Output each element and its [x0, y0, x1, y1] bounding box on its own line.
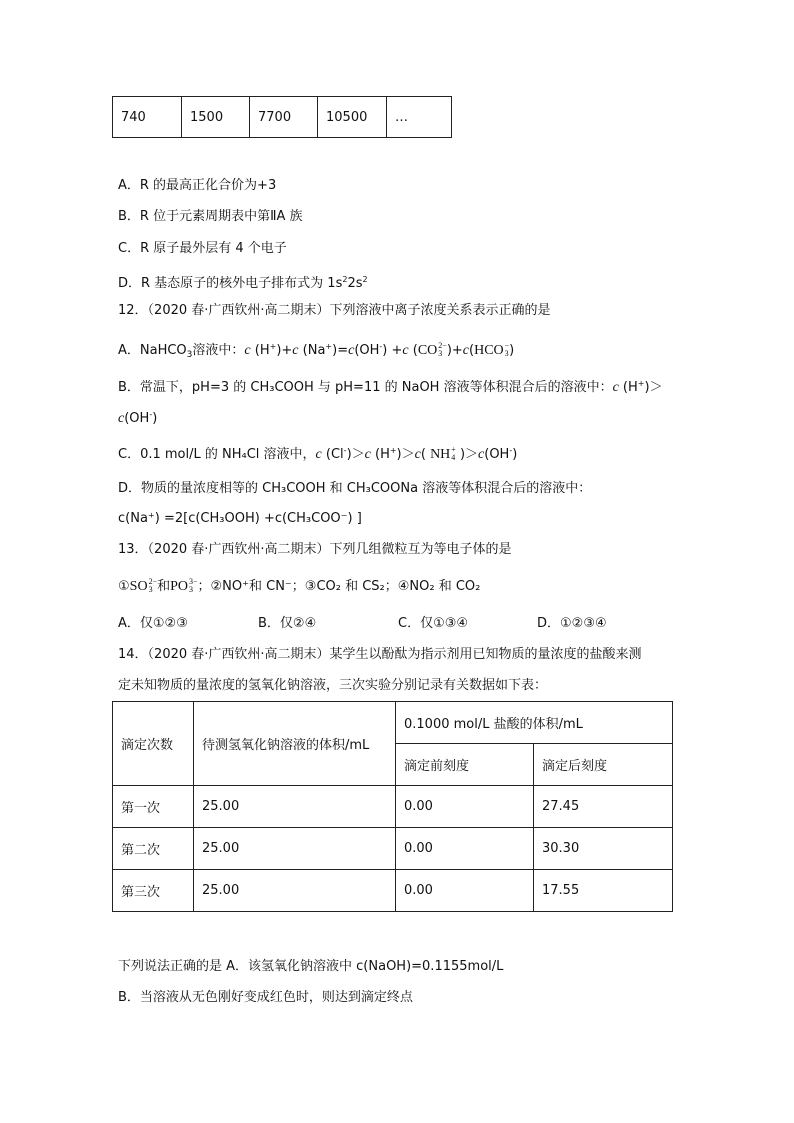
- row-before: 0.00: [396, 786, 534, 828]
- table-cell: 1500: [182, 97, 250, 138]
- row-after: 17.55: [534, 870, 673, 912]
- q14-stem-line1: 14．（2020 春·广西钦州·高二期末）某学生以酚酞为指示剂用已知物质的量浓度的盐酸来测: [118, 647, 642, 662]
- q11-d-prefix: D．R 基态原子的核外电子排布式为 1s: [118, 276, 343, 291]
- q12-option-a: [118, 338, 514, 364]
- table-cell: 7700: [250, 97, 318, 138]
- q14-after-line2: B．当溶液从无色刚好变成红色时，则达到滴定终点: [118, 990, 413, 1005]
- q12-option-b: [118, 375, 663, 397]
- row-naoh: 25.00: [194, 828, 396, 870]
- row-label: 第三次: [113, 870, 194, 912]
- row-before: 0.00: [396, 870, 534, 912]
- ionization-energy-table: [112, 96, 452, 138]
- q12-c-ineq: c (Cl-)＞c (H+)＞c( NH + 4 )＞c(OH-): [315, 445, 518, 462]
- q13-item1: ①SO 2− 3 和PO 3− 3: [118, 577, 198, 594]
- table-row: [113, 786, 673, 828]
- row-label: 第一次: [113, 786, 194, 828]
- q11-d-sup1: 2: [342, 275, 348, 284]
- header-times: 滴定次数: [113, 702, 194, 786]
- q11-option-d: [118, 271, 368, 293]
- q12-option-d-cont: c(Na⁺) =2[c(CH₃OOH) +c(CH₃COO⁻) ]: [118, 511, 362, 526]
- table-header-row: [113, 702, 673, 744]
- table-row: [113, 97, 452, 138]
- q11-option-b: B．R 位于元素周期表中第ⅡA 族: [118, 209, 303, 224]
- titration-data-table: [112, 701, 673, 912]
- row-naoh: 25.00: [194, 870, 396, 912]
- header-hcl-volume: 0.1000 mol/L 盐酸的体积/mL: [396, 702, 673, 744]
- q12-a-text: 溶液中：: [192, 343, 245, 358]
- q12-b-ineq: c (H+)＞: [612, 379, 663, 395]
- q13-option-b: B．仅②④: [258, 616, 317, 631]
- q12-option-d: D．物质的量浓度相等的 CH₃COOH 和 CH₃COONa 溶液等体积混合后的溶液中：: [118, 481, 592, 496]
- row-naoh: 25.00: [194, 786, 396, 828]
- q12-b-text: B．常温下，pH=3 的 CH₃COOH 与 pH=11 的 NaOH 溶液等体积混合后的溶液中：: [118, 380, 613, 395]
- header-after: 滴定后刻度: [534, 744, 673, 786]
- q12-stem: 12．（2020 春·广西钦州·高二期末）下列溶液中离子浓度关系表示正确的是: [118, 303, 551, 318]
- row-before: 0.00: [396, 828, 534, 870]
- q14-stem-line2: 定未知物质的量浓度的氢氧化钠溶液，三次实验分别记录有关数据如下表：: [118, 678, 548, 693]
- table-cell: 10500: [318, 97, 387, 138]
- q12-option-b-cont: c(OH-): [118, 410, 158, 426]
- header-before: 滴定前刻度: [396, 744, 534, 786]
- q11-d-mid: 2s: [347, 276, 363, 291]
- q13-option-c: C．仅①③④: [398, 616, 469, 631]
- q11-option-a: A．R 的最高正化合价为+3: [118, 178, 277, 193]
- row-after: 30.30: [534, 828, 673, 870]
- q13-items-rest: ；②NO⁺和 CN⁻；③CO₂ 和 CS₂；④NO₂ 和 CO₂: [197, 579, 481, 594]
- q12-a-prefix: A．NaHCO: [118, 343, 187, 358]
- q13-stem: 13．（2020 春·广西钦州·高二期末）下列几组微粒互为等电子体的是: [118, 542, 512, 557]
- row-after: 27.45: [534, 786, 673, 828]
- table-row: [113, 870, 673, 912]
- table-cell: 740: [113, 97, 182, 138]
- header-naoh-volume: 待测氢氧化钠溶液的体积/mL: [194, 702, 396, 786]
- q12-option-c: [118, 442, 517, 464]
- q11-option-c: C．R 原子最外层有 4 个电子: [118, 241, 287, 256]
- q13-option-a: A．仅①②③: [118, 616, 188, 631]
- q14-after-line1: 下列说法正确的是 A．该氢氧化钠溶液中 c(NaOH)=0.1155mol/L: [118, 959, 504, 974]
- q12-a-equation: c (H+)+c (Na+)=c(OH-) +c (CO 2− 3 )+c(HCO − 3 ): [244, 341, 515, 358]
- q12-a-sub: 3: [186, 350, 193, 360]
- q13-option-d: D．①②③④: [537, 616, 607, 631]
- table-row: [113, 828, 673, 870]
- table-cell: …: [387, 97, 452, 138]
- row-label: 第二次: [113, 828, 194, 870]
- q13-items: [118, 578, 480, 596]
- q12-c-prefix: C．0.1 mol/L 的 NH₄Cl 溶液中，: [118, 447, 316, 462]
- q11-d-sup2: 2: [362, 275, 368, 284]
